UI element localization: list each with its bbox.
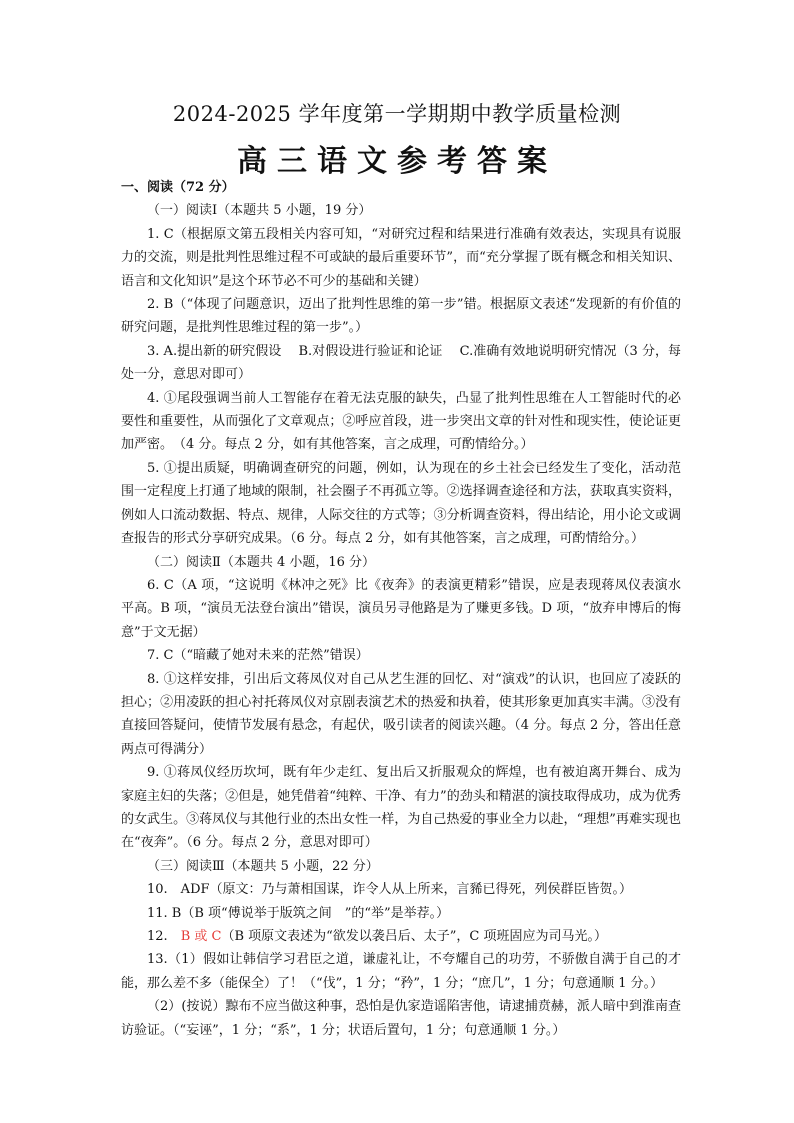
answer-q12: [121, 925, 681, 948]
q12-answer-highlight: B 或 C: [180, 929, 222, 944]
answer-q13-2: （2）(按说）黥布不应当做这种事，恐怕是仇家造谣陷害他，请逮捕贲赫，派人暗中到淮南查访验证。（“妄诬”，1 分；“系”，1 分；状语后置句，1 分；句意通顺 1 分。）: [121, 999, 681, 1038]
answer-q13-1: 13.（1）假如让韩信学习君臣之道，谦虚礼让，不夸耀自己的功劳，不骄傲自满于自己的才能，那么差不多（能保全）了！（“伐”，1 分；“矜”，1 分；“庶几”，1 分；句意通顺 1 分。）: [121, 952, 681, 991]
answer-q9: 9. ①蒋凤仪经历坎坷，既有年少走红、复出后又折服观众的辉煌，也有被迫离开舞台、成为家庭主妇的失落；②但是，她凭借着“纯粹、干净、有力”的劲头和精湛的演技取得成功，成为优秀的女武生。③蒋凤仪与其他行业的杰出女性一样，为自己热爱的事业全力以赴，“理想”再难实现也在“夜奔”。（6 分。每点 2 分，意思对即可）: [121, 765, 681, 851]
answer-q1: 1. C（根据原文第五段相关内容可知，“对研究过程和结果进行准确有效表达，实现具有说服力的交流，则是批判性思维过程不可或缺的最后重要环节”，而“充分掌握了既有概念和相关知识、语言和文化知识”是这个环节必不可少的基础和关键）: [121, 226, 681, 289]
answer-q10: 10. ADF（原文：乃与萧相国谋，诈令人从上所来，言豨已得死，列侯群臣皆贺。）: [147, 882, 633, 898]
answer-key-title: 高三语文参考答案: [237, 144, 557, 179]
answer-q7: 7. C（“暗藏了她对未来的茫然”错误）: [147, 648, 369, 664]
answer-q5: 5. ①提出质疑，明确调查研究的问题，例如，认为现在的乡土社会已经发生了变化，活动范围一定程度上打通了地域的限制，社会圈子不再孤立等。②选择调查途径和方法，获取真实资料，例如人口流动数据、特点、规律，人际交往的方式等；③分析调查资料，得出结论，用小论文或调查报告的形式分享研究成果。（6 分。每点 2 分，如有其他答案，言之成理，可酌情给分。）: [121, 460, 681, 547]
exam-title: 2024-2025 学年度第一学期期中教学质量检测: [172, 102, 622, 126]
answer-content: [121, 176, 681, 1042]
answer-q11: 11. B（B 项“傅说举于版筑之间 ”的“举”是举荐。）: [147, 905, 450, 921]
answer-q6: 6. C（A 项，“这说明《林冲之死》比《夜奔》的表演更精彩”错误，应是表现蒋凤仪表演水平高。B 项，“演员无法登台演出”错误，演员另寻他路是为了赚更多钱。D 项，“放弃申博后的悔意”于文无据）: [121, 577, 681, 640]
section-reading-heading: 一、阅读（72 分）: [121, 180, 235, 195]
q12-explanation: （B 项原文表述为“欲发以袭吕后、太子”，C 项班固应为司马光。）: [221, 929, 608, 944]
q12-number: 12.: [147, 929, 181, 944]
part3-heading: （三）阅读Ⅲ（本题共 5 小题，22 分）: [147, 858, 379, 874]
part1-heading: （一）阅读Ⅰ（本题共 5 小题，19 分）: [147, 203, 372, 219]
answer-q8: 8. ①这样安排，引出后文蒋凤仪对自己从艺生涯的回忆、对“演戏”的认识，也回应了凌跃的担心；②用凌跃的担心衬托蒋凤仪对京剧表演艺术的热爱和执着，使其形象更加真实丰满。③没有直接回答疑问，使情节发展有悬念，有起伏，吸引读者的阅读兴趣。（4 分。每点 2 分，答出任意两点可得满分）: [121, 671, 681, 757]
answer-q3: 3. A.提出新的研究假设 B.对假设进行验证和论证 C.准确有效地说明研究情况（3 分，每处一分，意思对即可）: [121, 343, 681, 383]
answer-q4: 4. ①尾段强调当前人工智能存在着无法克服的缺失，凸显了批判性思维在人工智能时代的必要性和重要性，从而强化了文章观点；②呼应首段，进一步突出文章的针对性和现实性，使论证更加严密。 （4 分。每点 2 分，如有其他答案，言之成理，可酌情给分。）: [121, 390, 681, 453]
answer-q2: 2. B（“体现了问题意识，迈出了批判性思维的第一步”错。根据原文表述“发现新的有价值的研究问题，是批判性思维过程的第一步”。）: [121, 297, 681, 336]
part2-heading: （二）阅读Ⅱ（本题共 4 小题，16 分）: [147, 554, 376, 570]
